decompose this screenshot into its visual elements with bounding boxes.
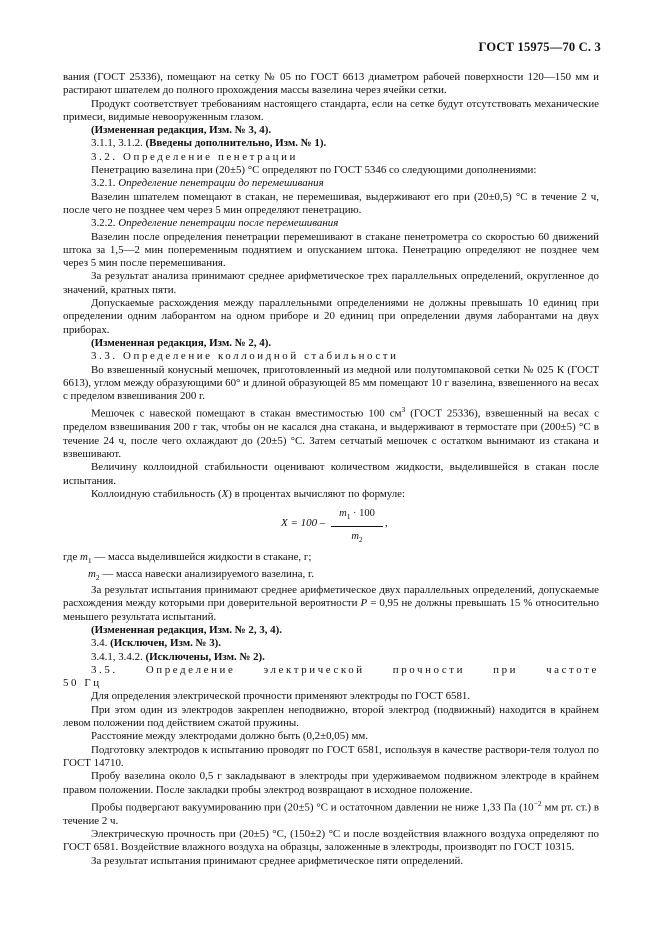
clause-3-4: 3.4. (Исключен, Изм. № 3). [91, 637, 222, 650]
page-header: ГОСТ 15975—70 С. 3 [478, 40, 601, 54]
paragraph: За результат испытания принимают среднее арифметическое двух параллельных определений, допускаемые расхождения между которыми при доверительной вероятности P = 0,95 не должны превышать 15 % относительно меньшего результата испытаний. [63, 584, 599, 623]
paragraph: вания (ГОСТ 25336), помещают на сетку № 05 по ГОСТ 6613 диаметром рабочей поверхности 120—150 мм и растирают шпателем до полного прохождения массы вазелина через ячейки сетки. [63, 71, 599, 97]
paragraph: Вазелин после определения пенетрации перемешивают в стакане пенетрометра со скоростью 60 движений штока за 1,5—2 мин попеременным поднятием и опусканием штока. Пенетрацию определяют не позднее чем через 5 мин после перемешивания. [63, 230, 599, 270]
clause-3-2-2: 3.2.2. Определение пенетрации после перемешивания [91, 217, 339, 230]
amendment-note: (Измененная редакция, Изм. № 3, 4). [91, 124, 272, 137]
paragraph: Расстояние между электродами должно быть (0,2±0,05) мм. [91, 730, 369, 743]
amendment-note: (Измененная редакция, Изм. № 2, 4). [91, 336, 272, 349]
paragraph: Пробы подвергают вакуумированию при (20±5) °С и остаточном давлении не ниже 1,33 Па ($10^{-2}$ мм рт. ст.) в течение 2 ч. [63, 798, 599, 827]
formula-fraction [331, 507, 383, 546]
formula-tail: , [385, 517, 388, 530]
formula-where-1: где $m_1$ — масса выделившейся жидкости в стакане, г; [63, 551, 312, 566]
formula-numerator: $m_1 \cdot 100$ [331, 507, 383, 526]
paragraph: Мешочек с навеской помещают в стакан вместимостью 100 $см^3$ (ГОСТ 25336), взвешенный на весах с пределом взвешивания 200 г так, чтобы он не касался дна стакана, и выдерживают в термостате при (200±5) °С в течение 24 ч, после чего охлаждают до (20±5) °С. Затем сетчатый мешочек с остатком вынимают из стакана и взвешивают. [63, 405, 599, 460]
clause-3-1-1: 3.1.1, 3.1.2. (Введены дополнительно, Изм. № 1). [91, 137, 327, 150]
formula-lhs: X = 100 – [281, 517, 326, 530]
paragraph: За результат анализа принимают среднее арифметическое трех параллельных определений, округленное до значений, кратных пяти. [63, 270, 599, 296]
section-heading-3-3: 3.3. Определение коллоидной стабильности [91, 350, 399, 363]
paragraph: Продукт соответствует требованиям настоящего стандарта, если на сетке будут отсутствовать механические примеси, видимые невооруженным глазом. [63, 97, 599, 123]
amendment-note: (Измененная редакция, Изм. № 2, 3, 4). [91, 623, 282, 636]
paragraph: Во взвешенный конусный мешочек, приготовленный из медной или полутомпаковой сетки № 025 К (ГОСТ 6613), углом между образующими 60° и длиной образующей 85 мм помещают 10 г вазелина, взвешенного на весах с пределом взвешивания 200 г. [63, 363, 599, 403]
paragraph: Пробу вазелина около 0,5 г закладывают в электроды при удерживаемом подвижном электроде в крайнем правом положении. После закладки пробы электрод возвращают в исходное положение. [63, 770, 599, 796]
section-heading-3-5: 3.5. Определение электрической прочности при частоте [91, 663, 599, 676]
paragraph: Электрическую прочность при (20±5) °С, (150±2) °С и после воздействия влажного воздуха определяют по ГОСТ 6581. Воздействие влажного воздуха на образцы, заложенные в электроды, производят по ГОСТ 10315. [63, 828, 599, 854]
section-heading-3-2: 3.2. Определение пенетрации [91, 150, 298, 163]
paragraph: Подготовку электродов к испытанию проводят по ГОСТ 6581, используя в качестве раствори-теля толуол по ГОСТ 14710. [63, 743, 599, 769]
paragraph: При этом один из электродов закреплен неподвижно, второй электрод (подвижный) находится в крайнем левом положении под действием сжатой пружины. [63, 703, 599, 730]
paragraph: Величину коллоидной стабильности оценивают количеством жидкости, выделившейся в стакан после испытания. [63, 461, 599, 487]
paragraph: Пенетрацию вазелина при (20±5) °С определяют по ГОСТ 5346 со следующими дополнениями: [91, 164, 537, 177]
paragraph: За результат испытания принимают среднее арифметическое пяти определений. [91, 854, 464, 867]
section-heading-3-5-tail: 50 Гц [63, 677, 102, 690]
paragraph: Допускаемые расхождения между параллельными определениями не должны превышать 10 единиц при определении одним лаборантом на одном приборе и 20 единиц при определении двумя лаборантами на двух приборах. [63, 297, 599, 336]
paragraph: Коллоидную стабильность (X) в процентах вычисляют по формуле: [91, 487, 406, 500]
formula-denominator: $m_2$ [351, 530, 363, 544]
clause-3-4-1: 3.4.1, 3.4.2. (Исключены, Изм. № 2). [91, 650, 265, 663]
formula-colloid-stability [63, 505, 599, 549]
clause-3-2-1: 3.2.1. Определение пенетрации до перемешивания [91, 177, 324, 190]
paragraph: Для определения электрической прочности применяют электроды по ГОСТ 6581. [91, 690, 471, 703]
paragraph: Вазелин шпателем помещают в стакан, не перемешивая, выдерживают его при (20±0,5) °С в течение 2 ч, после чего не позднее чем через 5 мин определяют пенетрацию. [63, 190, 599, 216]
page-body [63, 71, 599, 868]
formula-where-2: $m_2$ — масса навески анализируемого вазелина, г. [88, 567, 314, 582]
